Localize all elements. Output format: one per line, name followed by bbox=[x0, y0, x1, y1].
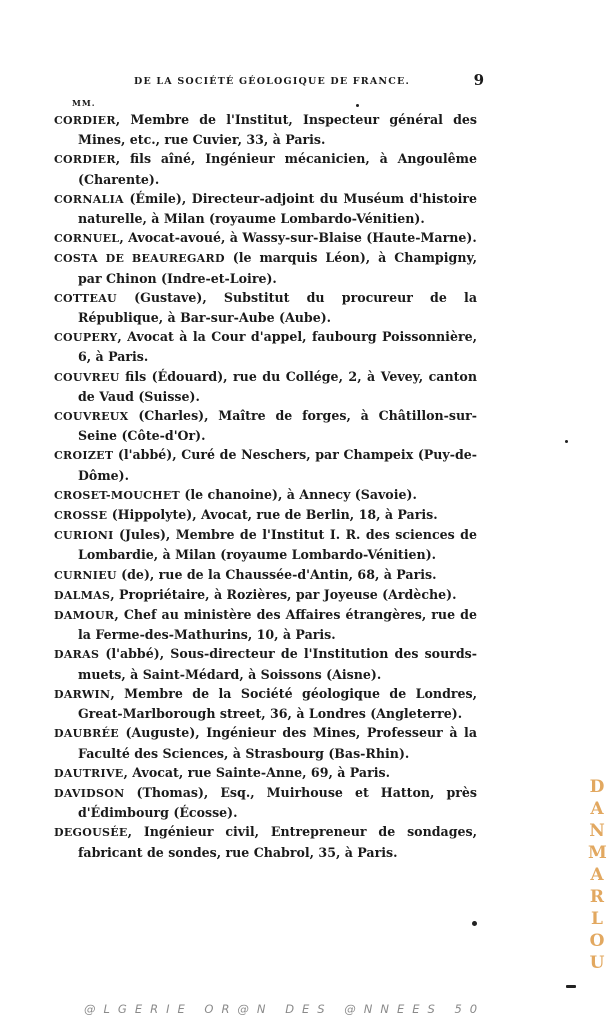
member-name: CROIZET bbox=[54, 449, 114, 463]
member-name: COUPERY bbox=[54, 331, 118, 345]
watermark-text: DANMARLOU bbox=[588, 777, 607, 973]
member-entry bbox=[54, 763, 477, 783]
member-entry bbox=[54, 723, 477, 762]
member-details: , Avocat-avoué, à Wassy-sur-Blaise (Haute-Marne). bbox=[119, 230, 477, 246]
member-entry bbox=[54, 485, 477, 505]
member-details: fils (Édouard), rue du Collége, 2, à Vevey, canton de Vaud (Suisse). bbox=[78, 368, 477, 404]
member-name: DAVIDSON bbox=[54, 786, 125, 800]
member-details: (de), rue de la Chaussée-d'Antin, 68, à Paris. bbox=[116, 566, 437, 582]
member-entry bbox=[54, 367, 477, 406]
member-entry bbox=[54, 585, 477, 605]
member-name: CORDIER bbox=[54, 153, 116, 167]
member-details: (Auguste), Ingénieur des Mines, Professeur à la Faculté des Sciences, à Strasbourg (Bas-Rhin). bbox=[78, 725, 477, 761]
member-name: DALMAS bbox=[54, 588, 111, 602]
member-entry bbox=[54, 445, 477, 484]
member-entry bbox=[54, 783, 477, 822]
member-name: DAUTRIVE bbox=[54, 766, 124, 780]
member-details: (Jules), Membre de l'Institut I. R. des sciences de Lombardie, à Milan (royaume Lombardo-Vénitien). bbox=[78, 527, 477, 563]
member-name: DAMOUR bbox=[54, 609, 115, 623]
member-entry bbox=[54, 565, 477, 585]
member-name: CROSET-MOUCHET bbox=[54, 488, 181, 502]
member-details: , Membre de l'Institut, Inspecteur général des Mines, etc., rue Cuvier, 33, à Paris. bbox=[78, 112, 477, 148]
member-name: DEGOUSÉE bbox=[54, 826, 128, 840]
member-entry bbox=[54, 110, 477, 149]
member-name: COTTEAU bbox=[54, 291, 117, 305]
member-details: , Propriétaire, à Rozières, par Joyeuse (Ardèche). bbox=[110, 586, 457, 602]
member-entry bbox=[54, 822, 477, 861]
member-details: , Membre de la Société géologique de Londres, Great-Marlborough street, 36, à Londres (Angleterre). bbox=[78, 685, 477, 722]
member-entry bbox=[54, 684, 477, 723]
member-entry bbox=[54, 327, 477, 366]
member-entry bbox=[54, 505, 477, 525]
member-entry bbox=[54, 525, 477, 564]
member-details: , fils aîné, Ingénieur mécanicien, à Angoulême (Charente). bbox=[78, 151, 477, 187]
member-name: COUVREU bbox=[54, 370, 120, 384]
member-details: , Ingénieur civil, Entrepreneur de sondages, fabricant de sondes, rue Chabrol, 35, à Paris. bbox=[78, 824, 477, 860]
member-name: COUVREUX bbox=[54, 410, 129, 424]
member-details: (Gustave), Substitut du procureur de la République, à Bar-sur-Aube (Aube). bbox=[78, 289, 477, 326]
member-name: CURNIEU bbox=[54, 568, 117, 582]
member-name: COSTA DE BEAUREGARD bbox=[54, 252, 225, 266]
ink-dash bbox=[566, 985, 576, 988]
member-name: DAUBRÉE bbox=[54, 727, 119, 741]
member-details: (l'abbé), Sous-directeur de l'Institution des sourds-muets, à Saint-Médard, à Soissons (Aisne). bbox=[78, 646, 477, 682]
ink-speck bbox=[356, 104, 359, 107]
member-details: , Avocat à la Cour d'appel, faubourg Poissonnière, 6, à Paris. bbox=[78, 329, 477, 365]
member-entry bbox=[54, 605, 477, 644]
ink-speck bbox=[565, 440, 568, 443]
member-name: DARAS bbox=[54, 648, 100, 662]
page-number: 9 bbox=[473, 71, 484, 89]
member-details: , Avocat, rue Sainte-Anne, 69, à Paris. bbox=[123, 764, 390, 780]
member-entry bbox=[54, 189, 477, 228]
member-details: (le chanoine), à Annecy (Savoie). bbox=[180, 486, 417, 502]
member-name: CORDIER bbox=[54, 114, 116, 127]
member-entry bbox=[54, 248, 477, 287]
member-entry bbox=[54, 149, 477, 188]
header-title: DE LA SOCIÉTÉ GÉOLOGIQUE DE FRANCE. bbox=[134, 76, 410, 87]
member-name: DARWIN bbox=[54, 687, 111, 701]
member-name: CURIONI bbox=[54, 529, 114, 543]
member-entry bbox=[54, 406, 477, 445]
footer-text: @LGERIE OR@N DES @NNEES 50 bbox=[84, 1002, 486, 1016]
member-details: , Chef au ministère des Affaires étrangères, rue de la Ferme-des-Mathurins, 10, à Paris. bbox=[78, 607, 477, 643]
member-entry bbox=[54, 228, 477, 248]
member-details: (Émile), Directeur-adjoint du Muséum d'histoire naturelle, à Milan (royaume Lombardo-Vénitien). bbox=[78, 190, 477, 227]
member-entry bbox=[54, 644, 477, 683]
member-entry bbox=[54, 288, 477, 327]
member-name: CROSSE bbox=[54, 509, 108, 523]
member-name: CORNALIA bbox=[54, 192, 124, 206]
member-details: (Hippolyte), Avocat, rue de Berlin, 18, à Paris. bbox=[107, 507, 438, 523]
member-details: (Charles), Maître de forges, à Châtillon-sur-Seine (Côte-d'Or). bbox=[78, 408, 477, 444]
member-details: (Thomas), Esq., Muirhouse et Hatton, près d'Édimbourg (Écosse). bbox=[78, 784, 477, 821]
ink-dot bbox=[472, 921, 477, 926]
member-list bbox=[54, 110, 477, 862]
running-header bbox=[134, 72, 484, 90]
member-details: (le marquis Léon), à Champigny, par Chinon (Indre-et-Loire). bbox=[78, 250, 477, 286]
column-prefix: MM. bbox=[72, 98, 96, 108]
member-name: CORNUEL bbox=[54, 232, 120, 246]
member-details: (l'abbé), Curé de Neschers, par Champeix (Puy-de-Dôme). bbox=[78, 447, 477, 483]
